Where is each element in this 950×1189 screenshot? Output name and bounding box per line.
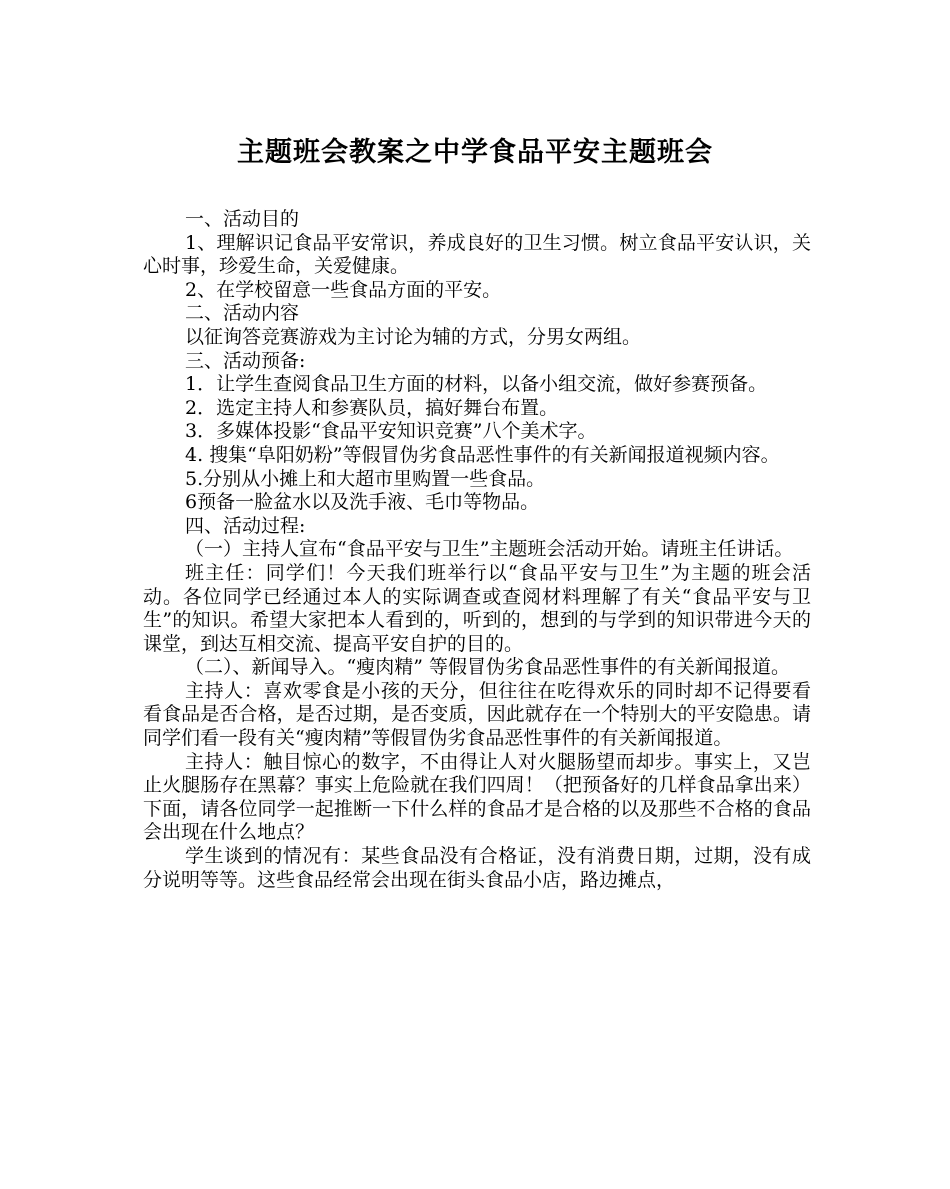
paragraph: 学生谈到的情况有：某些食品没有合格证，没有消费日期，过期，没有成分说明等等。这些食品经常会出现在街头食品小店，路边摊点，: [143, 845, 811, 891]
document-title: 主题班会教案之中学食品平安主题班会: [237, 137, 713, 168]
section-heading-goals: 一、活动目的: [185, 208, 300, 230]
paragraph: （一）主持人宣布“食品平安与卫生”主题班会活动开始。请班主任讲话。: [185, 538, 794, 561]
paragraph: 主持人：喜欢零食是小孩的天分，但往往在吃得欢乐的同时却不记得要看看食品是否合格，是否过期，是否变质，因此就存在一个特别大的平安隐患。请同学们看一段有关“瘦肉精”等假冒伪劣食品恶性事件的有关新闻报道。: [143, 679, 811, 750]
paragraph: （二）、新闻导入。“瘦肉精” 等假冒伪劣食品恶性事件的有关新闻报道。: [185, 656, 790, 679]
paragraph: 3．多媒体投影“食品平安知识竞赛”八个美术字。: [185, 420, 597, 443]
paragraph: 1、理解识记食品平安常识，养成良好的卫生习惯。树立食品平安认识，关心时事，珍爱生命，关爱健康。: [143, 231, 811, 278]
paragraph: 2、在学校留意一些食品方面的平安。: [185, 278, 502, 301]
section-heading-preparation: 三、活动预备:: [185, 349, 306, 372]
paragraph: 4. 搜集“阜阳奶粉”等假冒伪劣食品恶性事件的有关新闻报道视频内容。: [185, 443, 780, 466]
paragraph: 班主任：同学们！今天我们班举行以“食品平安与卫生”为主题的班会活动。各位同学已经通过本人的实际调查或查阅材料理解了有关“食品平安与卫生”的知识。希望大家把本人看到的，听到的，想到的与学到的知识带进今天的课堂，到达互相交流、提高平安自护的目的。: [143, 561, 811, 655]
paragraph: 2．选定主持人和参赛队员，搞好舞台布置。: [185, 396, 559, 419]
paragraph: 5.分别从小摊上和大超市里购置一些食品。: [185, 467, 546, 490]
section-heading-process: 四、活动过程:: [185, 514, 306, 537]
paragraph: 1．让学生查阅食品卫生方面的材料，以备小组交流，做好参赛预备。: [185, 373, 768, 396]
paragraph: 6预备一脸盆水以及洗手液、毛巾等物品。: [185, 491, 540, 514]
section-heading-content: 二、活动内容: [185, 302, 300, 325]
paragraph: 主持人：触目惊心的数字，不由得让人对火腿肠望而却步。事实上，又岂止火腿肠存在黑幕？事实上危险就在我们四周！（把预备好的几样食品拿出来）下面，请各位同学一起推断一下什么样的食品才是合格的以及那些不合格的食品会出现在什么地点？: [143, 750, 811, 844]
document-body: [143, 208, 811, 892]
paragraph: 以征询答竞赛游戏为主讨论为辅的方式，分男女两组。: [185, 325, 642, 348]
